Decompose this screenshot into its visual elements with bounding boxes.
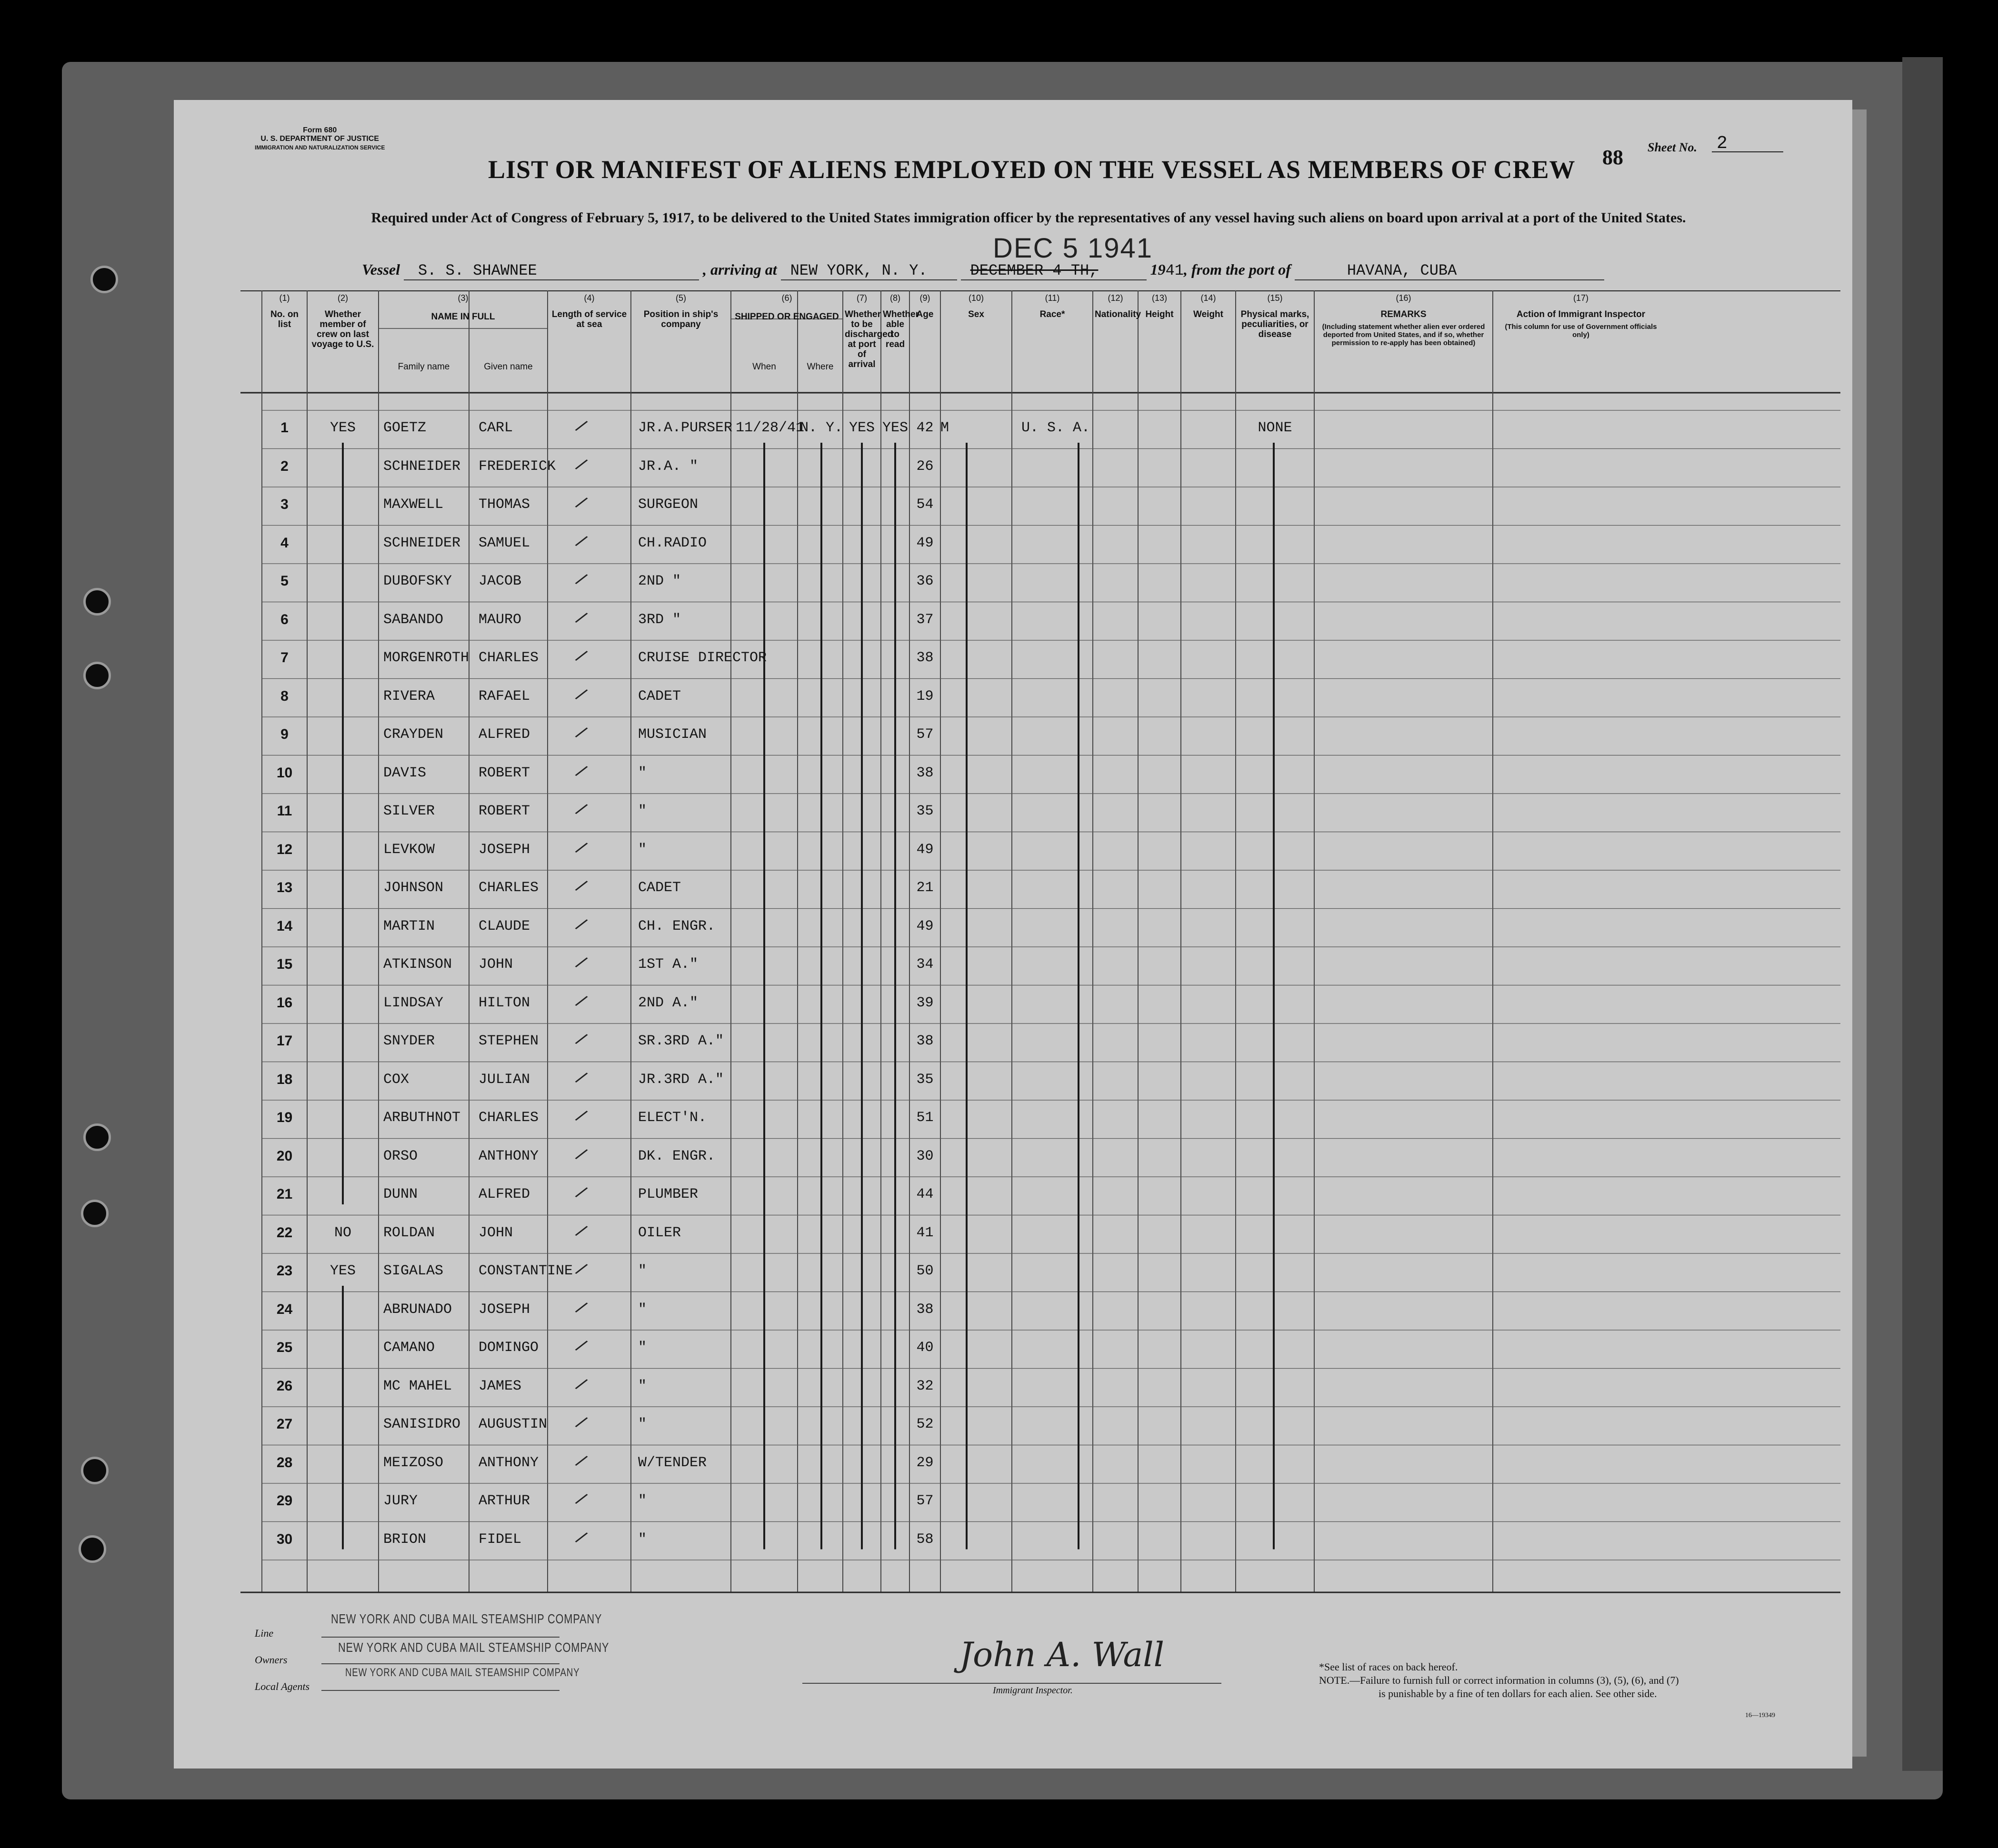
given-name: RAFAEL (479, 688, 530, 705)
given-name: CHARLES (479, 880, 539, 896)
row-number: 5 (280, 573, 289, 589)
crew-last-voyage: YES (330, 420, 356, 436)
column-number: (7) (857, 293, 867, 303)
family-name: SIGALAS (383, 1263, 444, 1279)
family-name: CRAYDEN (383, 726, 444, 743)
given-name: MAURO (479, 611, 522, 628)
service-check-mark: ∕ (573, 493, 589, 512)
age: 34 (916, 956, 934, 973)
column-header: Sex (968, 309, 984, 319)
position: PLUMBER (638, 1186, 699, 1202)
arriving-port: NEW YORK, N. Y. (781, 262, 957, 280)
row-number: 1 (280, 420, 289, 436)
row-number: 25 (276, 1340, 293, 1355)
row-number: 4 (280, 535, 289, 551)
owners-label: Owners (255, 1654, 288, 1666)
given-name: AUGUSTIN (479, 1416, 548, 1432)
position: " (638, 1378, 647, 1394)
age: 40 (916, 1340, 934, 1356)
column-header: Physical marks, peculiarities, or disease (1240, 309, 1309, 339)
family-name: SABANDO (383, 611, 444, 628)
service-check-mark: ∕ (573, 914, 589, 934)
service-name: IMMIGRATION AND NATURALIZATION SERVICE (255, 144, 385, 151)
given-name: JULIAN (479, 1071, 530, 1088)
position: JR.A. " (638, 458, 699, 475)
position: CH.RADIO (638, 535, 707, 551)
service-check-mark: ∕ (573, 1527, 589, 1547)
given-name: CLAUDE (479, 918, 530, 934)
column-header: Nationality (1095, 309, 1141, 319)
given-name: CHARLES (479, 650, 539, 666)
position: " (638, 1531, 647, 1548)
given-name: JOHN (479, 956, 513, 973)
family-name: COX (383, 1071, 410, 1088)
column-number: (12) (1108, 293, 1123, 303)
age: 38 (916, 1301, 934, 1318)
age: 57 (916, 726, 934, 743)
family-name: LEVKOW (383, 841, 435, 858)
family-name: MAXWELL (383, 497, 444, 513)
agents-underline (321, 1690, 559, 1691)
family-name: MEIZOSO (383, 1454, 444, 1471)
row-number: 10 (276, 765, 293, 781)
age: 44 (916, 1186, 934, 1202)
service-check-mark: ∕ (573, 1221, 589, 1241)
service-check-mark: ∕ (573, 876, 589, 895)
row-number: 17 (276, 1033, 293, 1049)
family-name: MC MAHEL (383, 1378, 452, 1394)
column-note: (Including statement whether alien ever ordered deported from United States, and if so, whether permission to re-apply has been obtained) (1322, 323, 1485, 347)
row-number: 26 (276, 1378, 293, 1394)
department-name: U. S. DEPARTMENT OF JUSTICE (260, 135, 379, 143)
given-name: DOMINGO (479, 1340, 539, 1356)
position: DK. ENGR. (638, 1148, 716, 1164)
column-number: (6) (781, 293, 792, 303)
column-header: Whether member of crew on last voyage to U.S. (311, 309, 374, 349)
position: " (638, 841, 647, 858)
age: 42 (916, 420, 934, 436)
sheet-number-underline (1712, 151, 1783, 152)
column-number: (1) (279, 293, 290, 303)
row-number: 19 (276, 1110, 293, 1125)
family-name: MARTIN (383, 918, 435, 934)
age: 30 (916, 1148, 934, 1164)
binder-hole (83, 588, 111, 616)
service-check-mark: ∕ (573, 684, 589, 704)
service-check-mark: ∕ (573, 1067, 589, 1087)
age: 35 (916, 803, 934, 819)
column-header: Length of service at sea (551, 309, 627, 329)
manifest-title: LIST OR MANIFEST OF ALIENS EMPLOYED ON THE VESSEL AS MEMBERS OF CREW (488, 155, 1576, 184)
age: 58 (916, 1531, 934, 1548)
binder-hole (79, 1535, 106, 1563)
given-name: CARL (479, 420, 513, 436)
row-number: 18 (276, 1071, 293, 1087)
service-check-mark: ∕ (573, 1182, 589, 1202)
column-header: Action of Immigrant Inspector (1516, 309, 1646, 319)
service-check-mark: ∕ (573, 569, 589, 589)
family-name: ABRUNADO (383, 1301, 452, 1318)
shipped-where: N. Y. (800, 420, 843, 436)
sheet-number: 2 (1717, 133, 1728, 154)
column-number: (9) (919, 293, 930, 303)
family-name: DAVIS (383, 765, 427, 781)
position: CADET (638, 880, 681, 896)
position: W/TENDER (638, 1454, 707, 1471)
shipped-when: 11/28/41 (736, 420, 805, 436)
family-name: SANISIDRO (383, 1416, 461, 1432)
inspector-label: Immigrant Inspector. (993, 1685, 1073, 1696)
agents-stamp: NEW YORK AND CUBA MAIL STEAMSHIP COMPANY (345, 1666, 580, 1679)
position: 2ND " (638, 573, 681, 589)
position: MUSICIAN (638, 726, 707, 743)
column-number: (8) (890, 293, 900, 303)
given-name: JOSEPH (479, 1301, 530, 1318)
row-number: 13 (276, 880, 293, 895)
given-name: ROBERT (479, 803, 530, 819)
family-name: ROLDAN (383, 1224, 435, 1241)
family-name: CAMANO (383, 1340, 435, 1356)
column-number: (4) (584, 293, 595, 303)
penalty-note-line1: NOTE.—Failure to furnish full or correct information in columns (3), (5), (6), and (7) (1319, 1674, 1679, 1686)
row-number: 16 (276, 994, 293, 1011)
given-name: JOHN (479, 1224, 513, 1241)
age: 29 (916, 1454, 934, 1471)
family-name: LINDSAY (383, 994, 444, 1011)
family-name: SCHNEIDER (383, 458, 461, 475)
family-name: JURY (383, 1493, 418, 1509)
row-number: 20 (276, 1148, 293, 1164)
age: 49 (916, 918, 934, 934)
signature-line (802, 1683, 1221, 1684)
manifest-subtitle: Required under Act of Congress of February 5, 1917, to be delivered to the United States immigration officer by the representatives of any vessel having such aliens on board upon arrival at a port of the United States. (371, 210, 1686, 226)
family-name: JOHNSON (383, 880, 444, 896)
service-check-mark: ∕ (573, 1489, 589, 1509)
given-name: CONSTANTINE (479, 1263, 573, 1279)
arrival-date-stamp: DEC 5 1941 (993, 233, 1153, 264)
nationality: U. S. A. (1021, 420, 1090, 436)
column-number: (14) (1200, 293, 1216, 303)
line-underline (321, 1637, 559, 1638)
service-check-mark: ∕ (573, 1451, 589, 1470)
age: 19 (916, 688, 934, 705)
binder-hole (83, 662, 111, 689)
form-number: Form 680 (303, 126, 337, 134)
inspector-signature: John A. Wall (959, 1635, 1165, 1674)
position: CH. ENGR. (638, 918, 716, 934)
age: 51 (916, 1110, 934, 1126)
crew-last-voyage: YES (330, 1263, 356, 1279)
row-number: 11 (277, 803, 292, 819)
owners-underline (321, 1663, 559, 1664)
owners-stamp: NEW YORK AND CUBA MAIL STEAMSHIP COMPANY (338, 1640, 609, 1655)
position: " (638, 1340, 647, 1356)
row-number: 28 (276, 1454, 293, 1470)
age: 54 (916, 497, 934, 513)
line-stamp: NEW YORK AND CUBA MAIL STEAMSHIP COMPANY (331, 1611, 602, 1626)
given-name: FIDEL (479, 1531, 522, 1548)
family-name: DUBOFSKY (383, 573, 452, 589)
arrival-date: DECEMBER 4 TH, (961, 262, 1147, 280)
service-check-mark: ∕ (573, 646, 589, 666)
binder-edge (1902, 57, 1943, 1771)
penalty-note-line2: is punishable by a fine of ten dollars for each alien. See other side. (1379, 1688, 1657, 1699)
age: 50 (916, 1263, 934, 1279)
from-port: HAVANA, CUBA (1295, 262, 1604, 280)
service-check-mark: ∕ (573, 991, 589, 1011)
service-check-mark: ∕ (573, 1106, 589, 1125)
position: " (638, 1493, 647, 1509)
from-port-label: , from the port of (1183, 261, 1291, 278)
discharged: YES (849, 420, 875, 436)
age: 38 (916, 765, 934, 781)
row-number: 15 (276, 956, 293, 972)
family-name: SCHNEIDER (383, 535, 461, 551)
age: 39 (916, 994, 934, 1011)
binder-hole (83, 1123, 111, 1151)
line-label: Line (255, 1627, 274, 1639)
given-name: SAMUEL (479, 535, 530, 551)
given-name: ANTHONY (479, 1454, 539, 1471)
service-check-mark: ∕ (573, 1412, 589, 1432)
year-prefix: 19 (1150, 261, 1166, 278)
age: 38 (916, 650, 934, 666)
column-number: (16) (1396, 293, 1411, 303)
column-number: (15) (1267, 293, 1283, 303)
age: 37 (916, 611, 934, 628)
service-check-mark: ∕ (573, 837, 589, 857)
age: 32 (916, 1378, 934, 1394)
position: 2ND A." (638, 994, 699, 1011)
table-grid-lines (240, 290, 1840, 1614)
given-name: ALFRED (479, 1186, 530, 1202)
position: CRUISE DIRECTOR (638, 650, 767, 666)
service-check-mark: ∕ (573, 1336, 589, 1355)
position: " (638, 765, 647, 781)
column-header: Race* (1039, 309, 1065, 319)
row-number: 22 (276, 1224, 293, 1241)
column-number: (11) (1045, 293, 1060, 303)
row-number: 12 (276, 841, 293, 857)
binder-hole (81, 1457, 109, 1484)
given-name: HILTON (479, 994, 530, 1011)
family-name: DUNN (383, 1186, 418, 1202)
age: 38 (916, 1033, 934, 1049)
age: 36 (916, 573, 934, 589)
arriving-label: , arriving at (703, 261, 777, 278)
row-number: 14 (276, 918, 293, 934)
column-number: (17) (1573, 293, 1588, 303)
position: " (638, 803, 647, 819)
column-subheader: When (752, 362, 776, 372)
service-check-mark: ∕ (573, 1259, 589, 1279)
column-subheader: Where (807, 362, 834, 372)
row-number: 3 (280, 497, 289, 512)
family-name: ATKINSON (383, 956, 452, 973)
column-number: (5) (676, 293, 686, 303)
row-number: 23 (276, 1263, 293, 1279)
service-check-mark: ∕ (573, 723, 589, 742)
given-name: THOMAS (479, 497, 530, 513)
column-header: Age (916, 309, 934, 319)
sex: M (940, 420, 949, 436)
given-name: JAMES (479, 1378, 522, 1394)
sheet-number-label: Sheet No. (1648, 140, 1697, 154)
family-name: BRION (383, 1531, 427, 1548)
binder-hole (81, 1200, 109, 1227)
row-number: 6 (280, 611, 289, 627)
form-identifier (255, 126, 385, 152)
given-name: ANTHONY (479, 1148, 539, 1164)
vessel-label: Vessel (362, 261, 400, 278)
column-header: NAME IN FULL (431, 312, 495, 322)
position: OILER (638, 1224, 681, 1241)
position: JR.A.PURSER (638, 420, 733, 436)
row-number: 9 (280, 726, 289, 742)
given-name: ROBERT (479, 765, 530, 781)
race-note: *See list of races on back hereof. (1319, 1661, 1458, 1673)
position: " (638, 1301, 647, 1318)
able-to-read: YES (882, 420, 908, 436)
service-check-mark: ∕ (573, 953, 589, 972)
agents-label: Local Agents (255, 1680, 310, 1692)
service-check-mark: ∕ (573, 607, 589, 627)
position: SURGEON (638, 497, 699, 513)
column-number: (13) (1151, 293, 1167, 303)
service-check-mark: ∕ (573, 416, 589, 436)
given-name: JOSEPH (479, 841, 530, 858)
family-name: SILVER (383, 803, 435, 819)
column-subheader: Given name (484, 362, 533, 372)
page-number: 88 (1602, 146, 1623, 169)
age: 49 (916, 535, 934, 551)
column-number: (3) (458, 293, 469, 303)
age: 21 (916, 880, 934, 896)
family-name: RIVERA (383, 688, 435, 705)
age: 57 (916, 1493, 934, 1509)
family-name: GOETZ (383, 420, 427, 436)
service-check-mark: ∕ (573, 761, 589, 781)
column-header: Position in ship's company (643, 309, 719, 329)
age: 49 (916, 841, 934, 858)
position: ELECT'N. (638, 1110, 707, 1126)
column-header: SHIPPED OR ENGAGED (735, 312, 839, 322)
given-name: FREDERICK (479, 458, 556, 475)
service-check-mark: ∕ (573, 1144, 589, 1164)
position: JR.3RD A." (638, 1071, 724, 1088)
row-number: 24 (276, 1301, 293, 1317)
position: CADET (638, 688, 681, 705)
position: 1ST A." (638, 956, 699, 973)
age: 26 (916, 458, 934, 475)
age: 41 (916, 1224, 934, 1241)
position: SR.3RD A." (638, 1033, 724, 1049)
vessel-info-line (362, 261, 1604, 280)
row-number: 2 (280, 458, 289, 474)
family-name: SNYDER (383, 1033, 435, 1049)
binder-hole (90, 266, 118, 293)
age: 35 (916, 1071, 934, 1088)
row-number: 30 (276, 1531, 293, 1547)
given-name: ARTHUR (479, 1493, 530, 1509)
vessel-name: S. S. SHAWNEE (404, 262, 699, 280)
position: 3RD " (638, 611, 681, 628)
year-suffix: 41 (1165, 262, 1184, 279)
column-header: Whether able to read (883, 309, 919, 349)
column-number: (10) (968, 293, 984, 303)
family-name: ARBUTHNOT (383, 1110, 461, 1126)
service-check-mark: ∕ (573, 1029, 589, 1049)
given-name: JACOB (479, 573, 522, 589)
manifest-sheet (174, 100, 1852, 1769)
position: " (638, 1263, 647, 1279)
column-header: REMARKS (1380, 309, 1427, 319)
column-header: Weight (1193, 309, 1223, 319)
physical-marks: NONE (1258, 420, 1292, 436)
column-note: (This column for use of Government officials only) (1505, 323, 1657, 339)
service-check-mark: ∕ (573, 1374, 589, 1394)
column-header: Height (1145, 309, 1174, 319)
service-check-mark: ∕ (573, 1297, 589, 1317)
position: " (638, 1416, 647, 1432)
row-number: 27 (276, 1416, 293, 1432)
crew-last-voyage: NO (334, 1224, 351, 1241)
family-name: MORGENROTH (383, 650, 470, 666)
given-name: ALFRED (479, 726, 530, 743)
row-number: 29 (276, 1493, 293, 1509)
given-name: STEPHEN (479, 1033, 539, 1049)
row-number: 7 (280, 650, 289, 666)
column-subheader: Family name (398, 362, 450, 372)
service-check-mark: ∕ (573, 454, 589, 474)
service-check-mark: ∕ (573, 531, 589, 551)
column-number: (2) (338, 293, 348, 303)
family-name: ORSO (383, 1148, 418, 1164)
column-header: Whether to be discharged at port of arrival (845, 309, 893, 369)
given-name: CHARLES (479, 1110, 539, 1126)
row-number: 8 (280, 688, 289, 704)
column-header: No. on list (270, 309, 299, 329)
service-check-mark: ∕ (573, 799, 589, 819)
form-code: 16—19349 (1745, 1712, 1775, 1719)
row-number: 21 (276, 1186, 293, 1202)
age: 52 (916, 1416, 934, 1432)
